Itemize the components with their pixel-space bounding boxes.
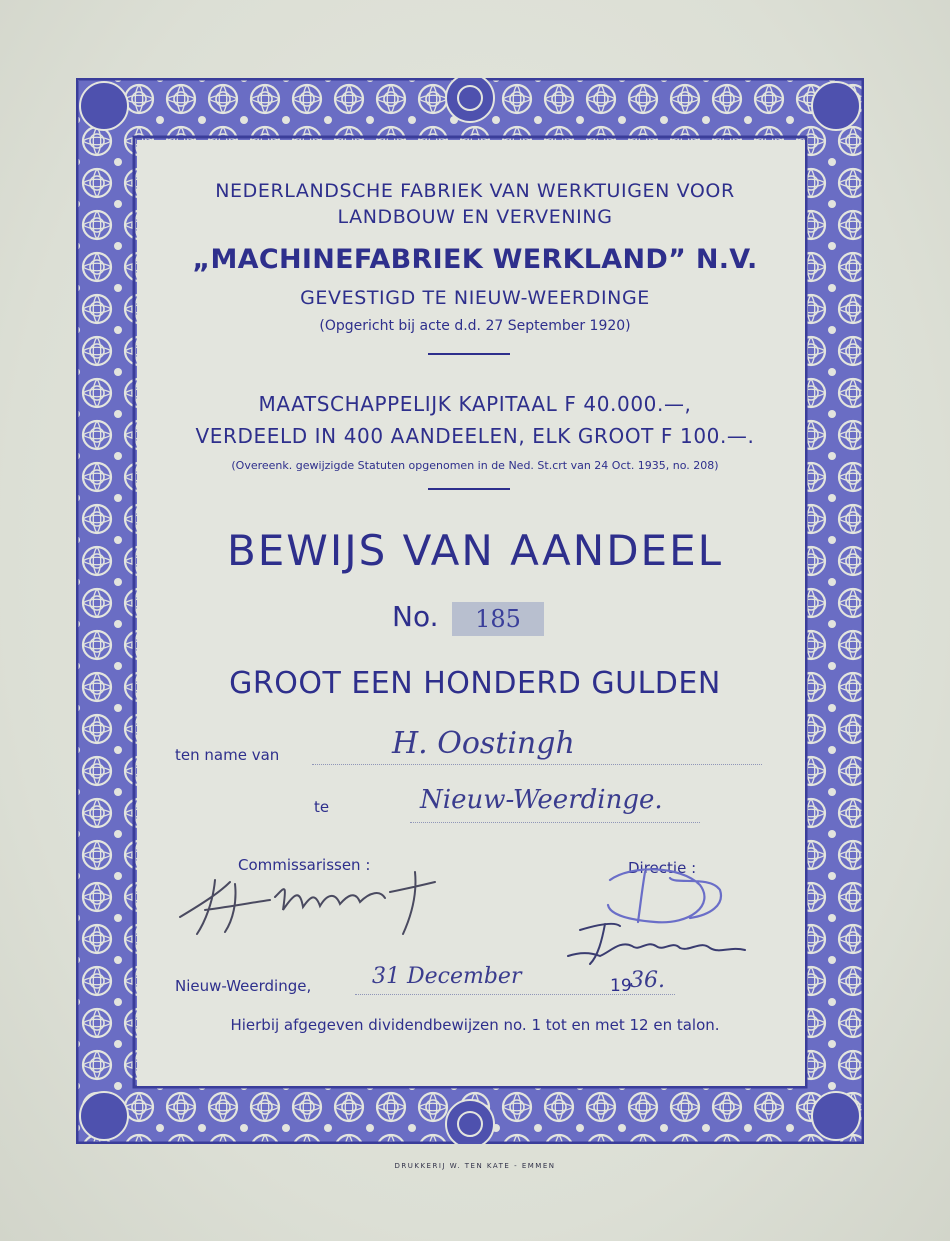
holder-place-label: te	[314, 798, 330, 816]
issue-year-suffix: 36.	[630, 968, 665, 993]
commissioners-label: Commissarissen :	[238, 856, 371, 874]
director-signature	[560, 860, 760, 970]
divider-2	[428, 488, 510, 490]
certificate-title: BEWIJS VAN AANDEEL	[226, 526, 724, 575]
company-name: „MACHINEFABRIEK WERKLAND” N.V.	[192, 244, 758, 275]
holder-name-label: ten name van	[175, 746, 280, 764]
issue-day-month: 31 December	[372, 964, 522, 989]
direction-label: Directie :	[628, 859, 697, 877]
company-seat: GEVESTIGD TE NIEUW-WEERDINGE	[300, 287, 650, 309]
share-value: GROOT EEN HONDERD GULDEN	[229, 666, 721, 701]
divider-1	[428, 353, 510, 355]
holder-place-line	[410, 822, 700, 823]
statutes-note: (Overeenk. gewijzigde Statuten opgenomen in de Ned. St.crt van 24 Oct. 1935, no. 208)	[231, 459, 719, 472]
commissioner-signature	[175, 862, 475, 942]
issue-year-prefix: 19	[610, 976, 632, 996]
certificate-number: 185	[452, 602, 544, 636]
number-label: No.	[392, 600, 439, 633]
company-description-line-1: NEDERLANDSCHE FABRIEK VAN WERKTUIGEN VOOR	[215, 180, 735, 202]
holder-name: H. Oostingh	[392, 726, 575, 761]
issue-place: Nieuw-Weerdinge,	[175, 977, 312, 995]
capital-line-1: MAATSCHAPPELIJK KAPITAAL F 40.000.—,	[258, 392, 692, 416]
dividend-coupons-note: Hierbij afgegeven dividendbewijzen no. 1 tot en met 12 en talon.	[230, 1016, 720, 1034]
holder-name-line	[312, 764, 762, 765]
printer-imprint: DRUKKERIJ W. TEN KATE - EMMEN	[394, 1162, 556, 1170]
founding-note: (Opgericht bij acte d.d. 27 September 1920)	[319, 318, 631, 334]
capital-line-2: VERDEELD IN 400 AANDEELEN, ELK GROOT F 100.—.	[195, 424, 755, 448]
company-description-line-2: LANDBOUW EN VERVENING	[337, 206, 613, 228]
holder-place: Nieuw-Weerdinge.	[420, 785, 663, 815]
